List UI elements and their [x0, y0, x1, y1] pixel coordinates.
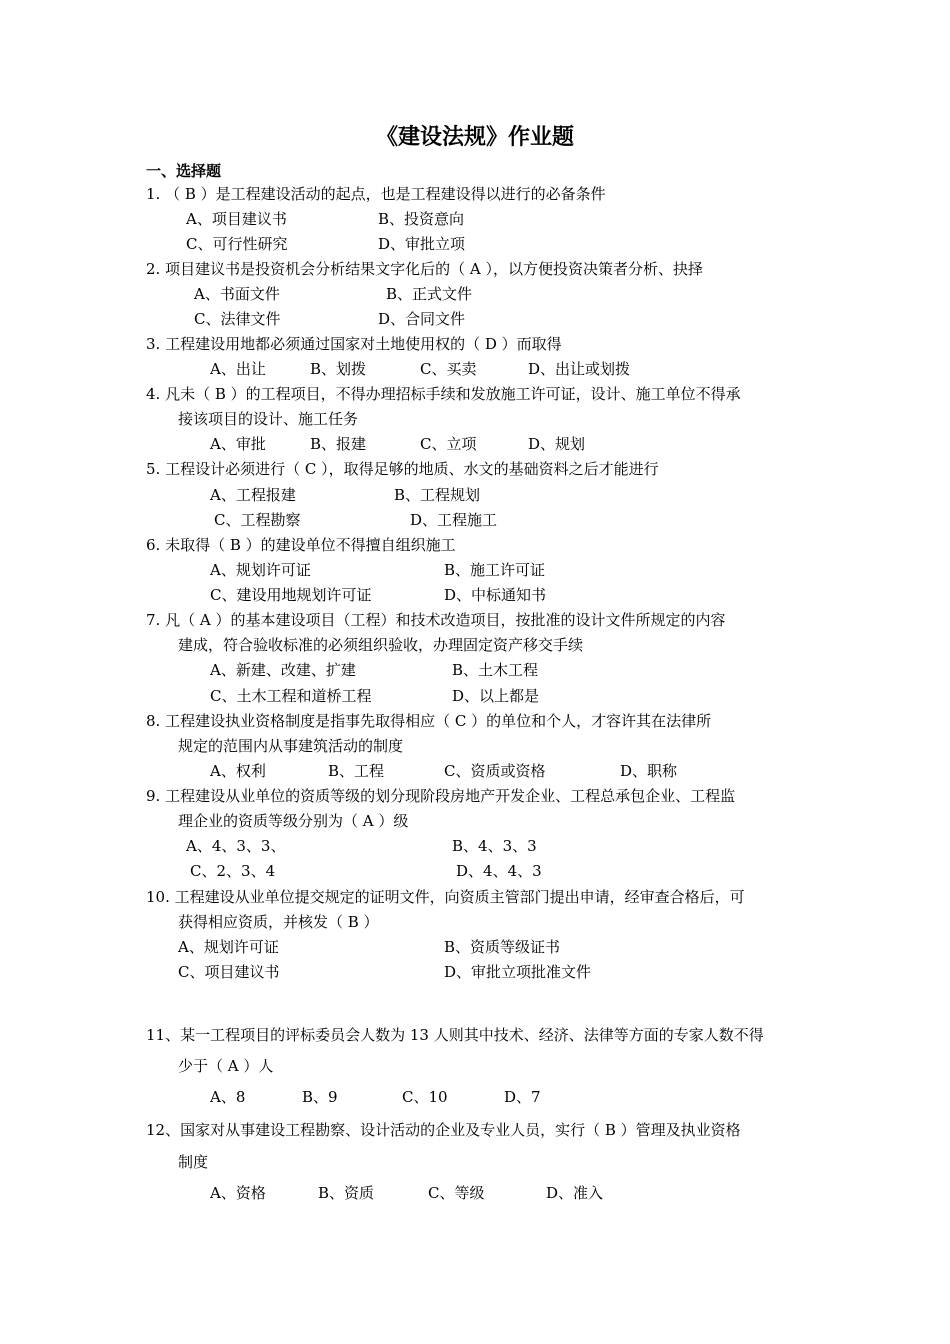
- q2-option-c: C、法律文件: [194, 310, 281, 328]
- q1-option-d: D、审批立项: [378, 235, 466, 253]
- q10-option-c: C、项目建议书: [178, 963, 280, 981]
- question-11-cont: 少于（ A ）人: [178, 1057, 274, 1075]
- question-7: 7. 凡（ A ）的基本建设项目（工程）和技术改造项目，按批准的设计文件所规定的内容: [146, 611, 726, 629]
- q7-option-b: B、土木工程: [452, 661, 539, 679]
- q6-option-a: A、规划许可证: [210, 561, 311, 579]
- q12-option-b: B、资质: [318, 1184, 375, 1202]
- q1-option-a: A、项目建议书: [186, 210, 287, 228]
- q8-option-c: C、资质或资格: [444, 762, 546, 780]
- question-12-cont: 制度: [178, 1153, 209, 1171]
- q7-option-d: D、以上都是: [452, 687, 540, 705]
- q9-option-d: D、4、4、3: [456, 862, 542, 880]
- q7-option-c: C、土木工程和道桥工程: [210, 687, 372, 705]
- question-4-cont: 接该项目的设计、施工任务: [178, 410, 359, 428]
- q6-option-d: D、中标通知书: [444, 586, 547, 604]
- q12-option-a: A、资格: [210, 1184, 266, 1202]
- q5-option-a: A、工程报建: [210, 486, 296, 504]
- q11-option-b: B、9: [302, 1088, 338, 1106]
- q2-option-a: A、书面文件: [194, 285, 280, 303]
- q9-option-c: C、2、3、4: [190, 862, 276, 880]
- q3-option-d: D、出让或划拨: [528, 360, 631, 378]
- q6-option-c: C、建设用地规划许可证: [210, 586, 372, 604]
- q11-option-a: A、8: [210, 1088, 246, 1106]
- q8-option-d: D、职称: [620, 762, 678, 780]
- question-9: 9. 工程建设从业单位的资质等级的划分现阶段房地产开发企业、工程总承包企业、工程监: [146, 787, 736, 805]
- q5-option-b: B、工程规划: [394, 486, 481, 504]
- q10-option-a: A、规划许可证: [178, 938, 279, 956]
- q2-option-d: D、合同文件: [378, 310, 466, 328]
- q10-option-b: B、资质等级证书: [444, 938, 561, 956]
- question-11: 11、某一工程项目的评标委员会人数为 13 人则其中技术、经济、法律等方面的专家人数不得: [146, 1026, 764, 1044]
- q4-option-b: B、报建: [310, 435, 367, 453]
- q5-option-d: D、工程施工: [410, 511, 498, 529]
- q2-option-b: B、正式文件: [386, 285, 473, 303]
- q11-option-d: D、7: [504, 1088, 541, 1106]
- section-heading: 一、选择题: [146, 162, 222, 180]
- q12-option-c: C、等级: [428, 1184, 485, 1202]
- question-5: 5. 工程设计必须进行（ C ），取得足够的地质、水文的基础资料之后才能进行: [146, 460, 659, 478]
- question-8: 8. 工程建设执业资格制度是指事先取得相应（ C ）的单位和个人，才容许其在法律所: [146, 712, 712, 730]
- document-title: 《建设法规》作业题: [375, 125, 574, 150]
- question-3: 3. 工程建设用地都必须通过国家对土地使用权的（ D ）而取得: [146, 335, 562, 353]
- q3-option-c: C、买卖: [420, 360, 477, 378]
- q4-option-d: D、规划: [528, 435, 586, 453]
- q9-option-b: B、4、3、3: [452, 837, 537, 855]
- q5-option-c: C、工程勘察: [214, 511, 301, 529]
- q3-option-b: B、划拨: [310, 360, 367, 378]
- q4-option-a: A、审批: [210, 435, 266, 453]
- q1-option-b: B、投资意向: [378, 210, 465, 228]
- q8-option-b: B、工程: [328, 762, 385, 780]
- question-9-cont: 理企业的资质等级分别为（ A ）级: [178, 812, 409, 830]
- q9-option-a: A、4、3、3、: [186, 837, 286, 855]
- question-4: 4. 凡未（ B ）的工程项目，不得办理招标手续和发放施工许可证，设计、施工单位不得承: [146, 385, 741, 403]
- q10-option-d: D、审批立项批准文件: [444, 963, 592, 981]
- q7-option-a: A、新建、改建、扩建: [210, 661, 356, 679]
- question-1: 1. （ B ）是工程建设活动的起点，也是工程建设得以进行的必备条件: [146, 185, 606, 203]
- question-8-cont: 规定的范围内从事建筑活动的制度: [178, 737, 404, 755]
- question-12: 12、国家对从事建设工程勘察、设计活动的企业及专业人员，实行（ B ）管理及执业资格: [146, 1121, 741, 1139]
- q3-option-a: A、出让: [210, 360, 266, 378]
- q11-option-c: C、10: [402, 1088, 448, 1106]
- q8-option-a: A、权利: [210, 762, 266, 780]
- question-7-cont: 建成，符合验收标准的必须组织验收，办理固定资产移交手续: [178, 636, 584, 654]
- question-6: 6. 未取得（ B ）的建设单位不得擅自组织施工: [146, 536, 456, 554]
- question-2: 2. 项目建议书是投资机会分析结果文字化后的（ A ），以方便投资决策者分析、抉择: [146, 260, 703, 278]
- q4-option-c: C、立项: [420, 435, 477, 453]
- q12-option-d: D、准入: [546, 1184, 604, 1202]
- question-10: 10. 工程建设从业单位提交规定的证明文件，向资质主管部门提出申请，经审查合格后，可: [146, 888, 745, 906]
- q1-option-c: C、可行性研究: [186, 235, 288, 253]
- question-10-cont: 获得相应资质，并核发（ B ）: [178, 913, 379, 931]
- q6-option-b: B、施工许可证: [444, 561, 546, 579]
